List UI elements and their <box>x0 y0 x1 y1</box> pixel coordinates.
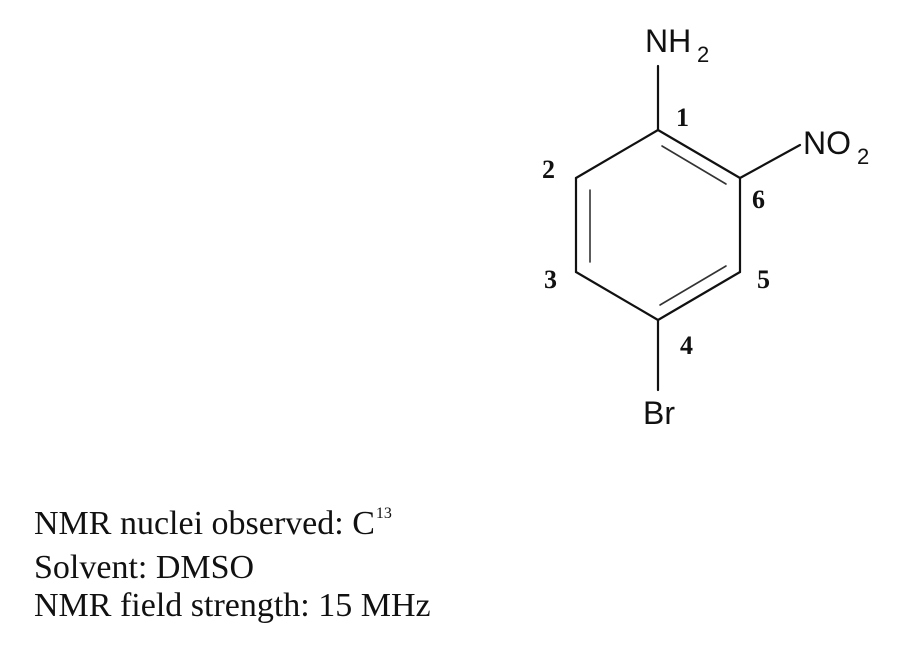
position-3: 3 <box>544 265 557 294</box>
solvent-line: Solvent: DMSO <box>34 549 255 586</box>
bromo-label: Br <box>643 395 675 431</box>
amine-label: NH <box>645 23 692 59</box>
position-4: 4 <box>680 331 693 360</box>
bond-c3-c4 <box>576 272 658 320</box>
nitro-label: NO <box>803 125 851 161</box>
position-1: 1 <box>676 103 689 132</box>
nmr-nuclei-text: NMR nuclei observed: C <box>34 505 375 542</box>
bond-c6-c1 <box>658 130 740 178</box>
bond-c6-no2 <box>740 145 800 178</box>
nmr-nuclei-superscript: 13 <box>375 505 392 522</box>
nitro-subscript: 2 <box>857 144 870 169</box>
position-5: 5 <box>757 265 770 294</box>
nmr-nuclei-line <box>34 505 431 549</box>
nmr-info <box>34 505 431 625</box>
bond-c1-c2 <box>576 130 658 178</box>
position-2: 2 <box>542 155 555 184</box>
bond-c4-c5 <box>658 272 740 320</box>
position-6: 6 <box>752 185 765 214</box>
field-strength-line: NMR field strength: 15 MHz <box>34 587 431 624</box>
amine-subscript: 2 <box>697 42 710 67</box>
